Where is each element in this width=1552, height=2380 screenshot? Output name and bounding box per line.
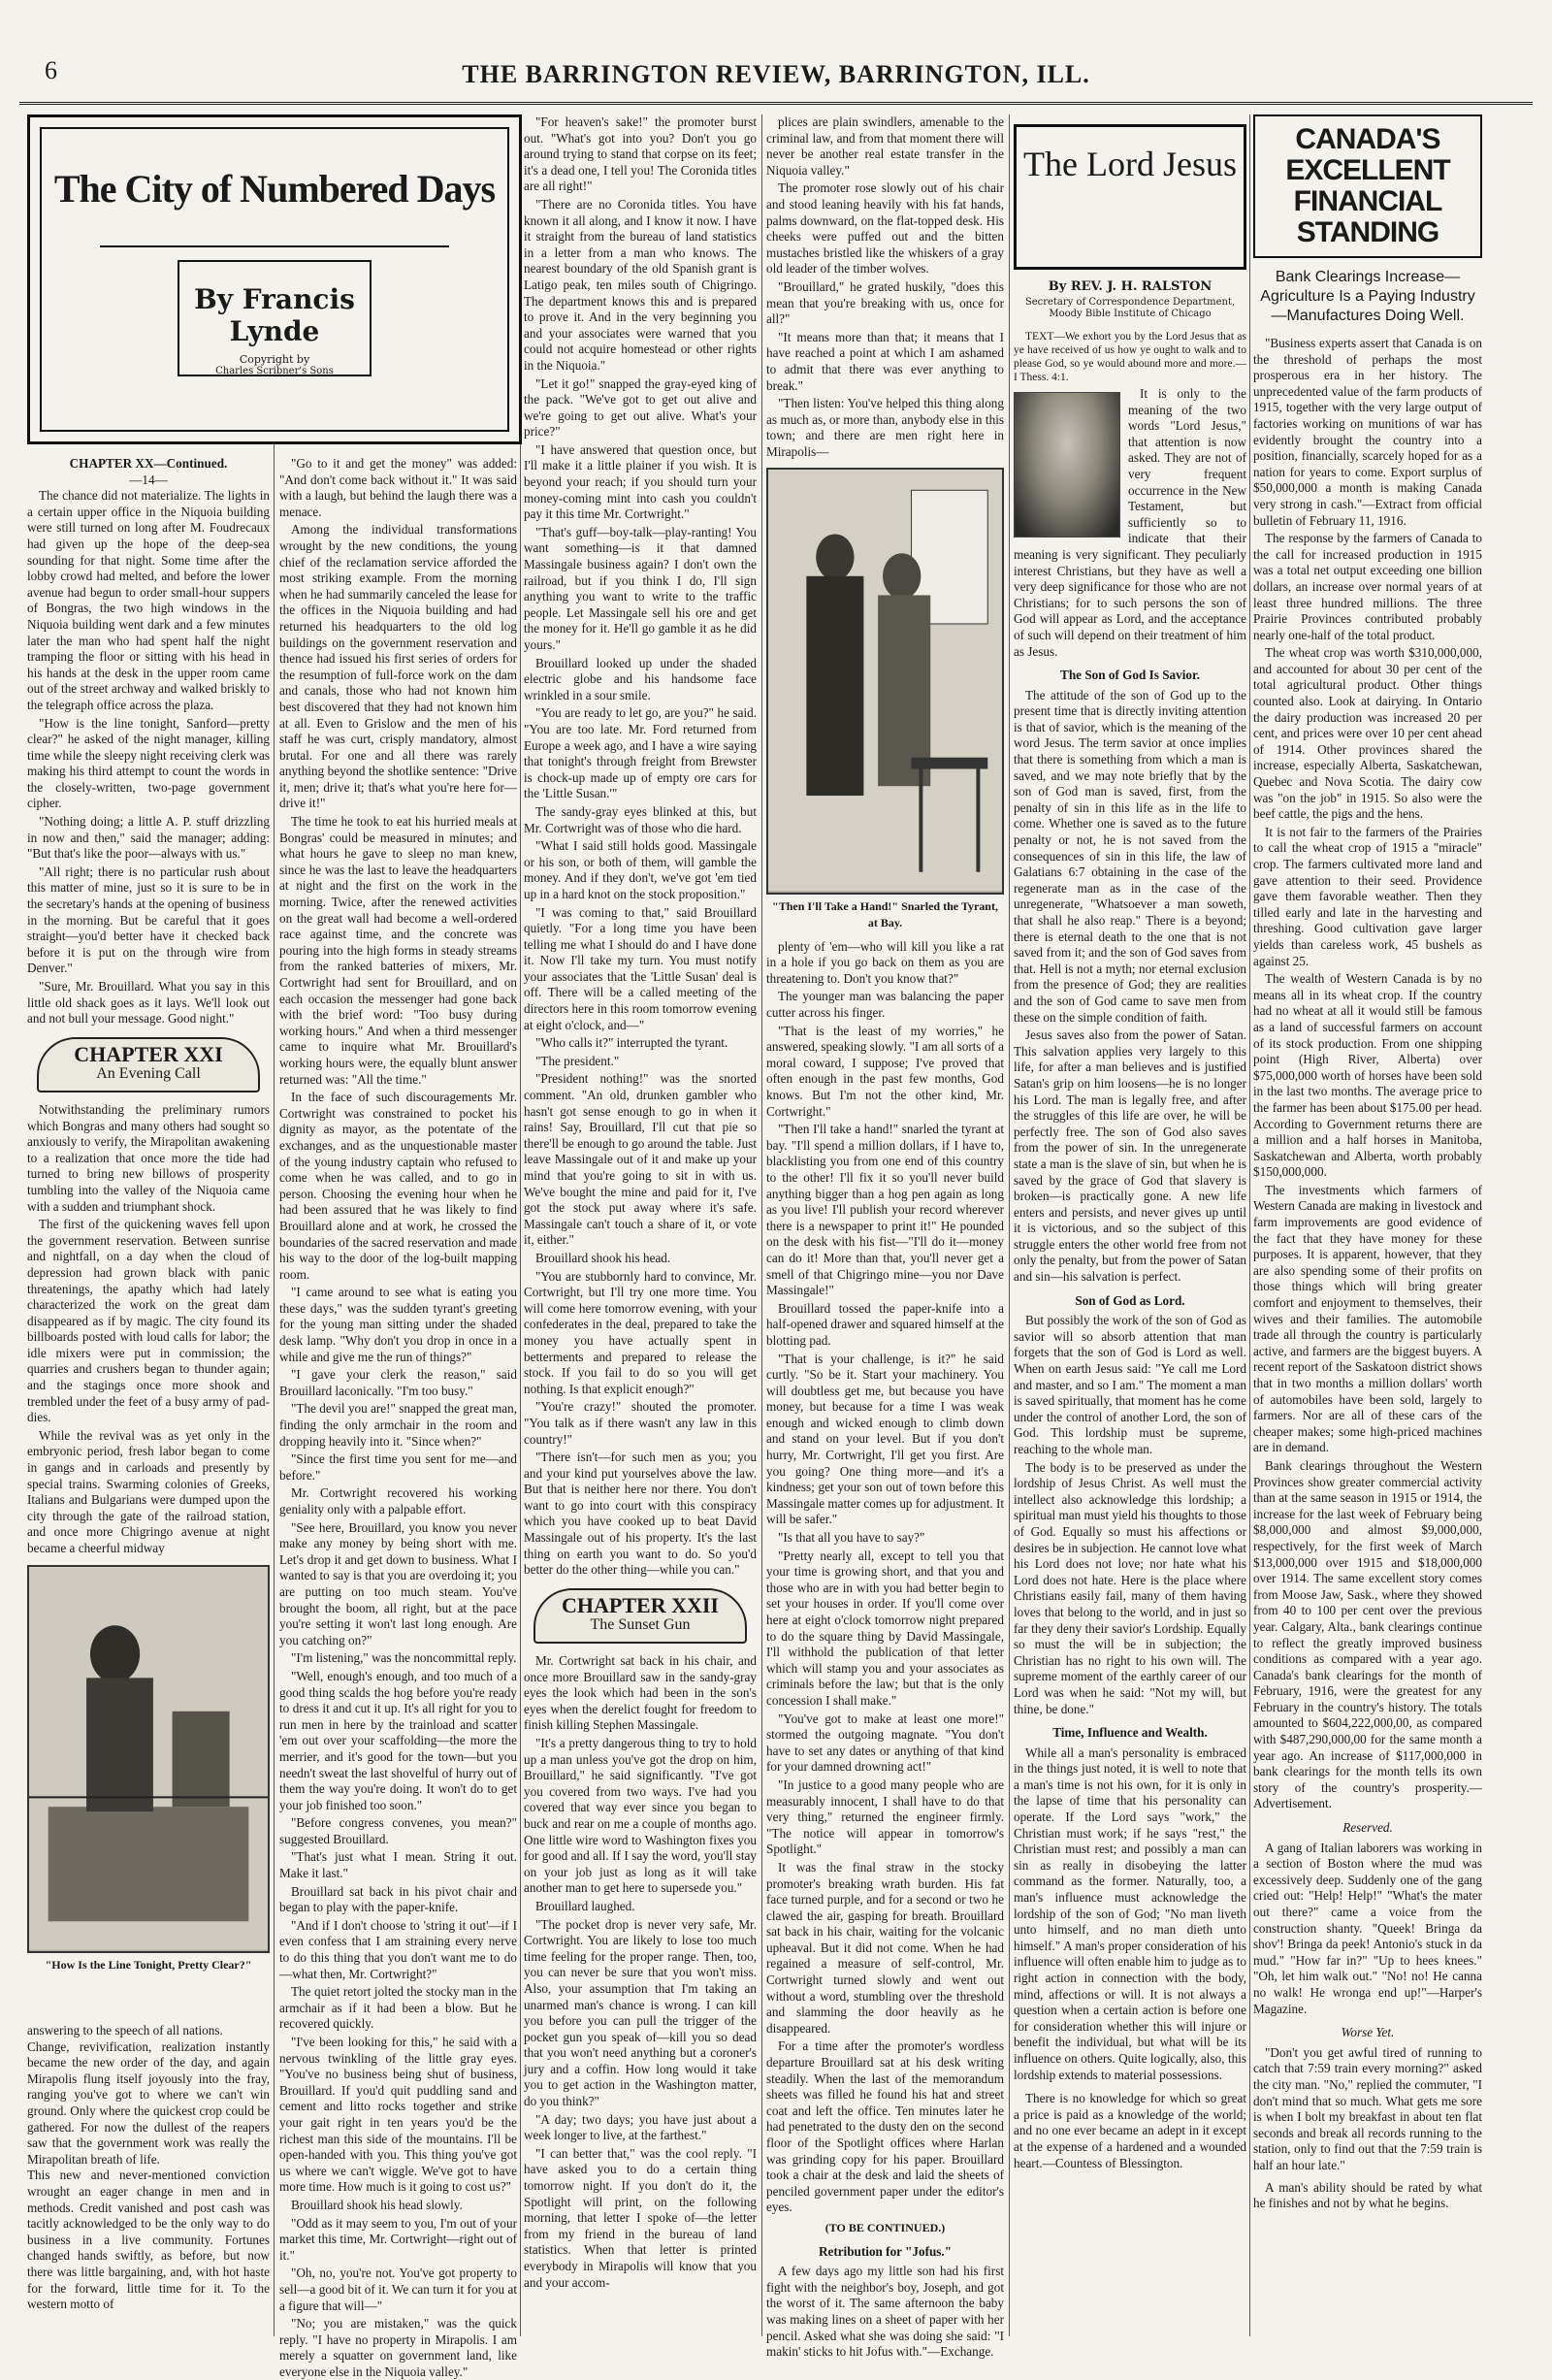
paragraph: "I'm listening," was the noncommittal reply. — [291, 1650, 517, 1666]
column-rule — [1009, 114, 1010, 2336]
paragraph: "And if I don't choose to 'string it out'—if I even confess that I am straining every nerve to do this thing that you don't want me to do—what then, Mr. Cortwright?" — [279, 1917, 517, 1981]
chapter-name: An Evening Call — [96, 1065, 201, 1083]
paper-name: THE BARRINGTON REVIEW, BARRINGTON, ILL. — [462, 60, 1090, 88]
paragraph: In the face of such discouragements Mr. Cortwright was constrained to pocket his dignity as mayor, as the potentate of the exchanges, and as the unquestionable master of the young industry captain who refused to come when he was called, and to go in person. Choosing the evening hour when he had been assured that he was likely to find Brouillard alone and at work, he crossed the boundaries of the sacred reservation and made his way to the door of the log-built mapping room. — [279, 1090, 517, 1282]
paragraph: Notwithstanding the preliminary rumors which Bongras and many others had sought so anxiously to verify, the Mirapolitan awakening to a realization that once more the tide had turned to bring new billows of prosperity tumbling into the valley of the Niquoia came with a sudden and triumphant shock. — [27, 1101, 270, 1214]
paragraph: It was the final straw in the stocky promoter's breaking wrath burden. His fat face turned purple, and for a second or two he clawed the air, gasping for breath. Brouillard sat back in his chair, waiting for the volcanic upheaval. But it did not come. When he had regained a measure of self-control, Mr. Cortwright turned slowly and went out without a word, stumbling over the threshold and slamming the door heavily as he disappeared. — [766, 1859, 1004, 2036]
paragraph: This new and never-mentioned conviction wrought an eager change in men and in methods. Credit vanished and post cash was tacitly acknowledged to be the only way to do business in a live community. Fortunes changed hands swiftly, as before, but now there was little bargaining, and, with hot haste for the forward, little time for it. To the western motto of — [27, 2168, 270, 2312]
paragraph: "I have answered that question once, but I'll make it a little plainer if you wish. It is beyond your reach; if you should turn your money-coming mint into cash you couldn't pay it this time Mr. Cortwright." — [524, 441, 757, 522]
paragraph: Mr. Cortwright sat back in his chair, and once more Brouillard saw in the sandy-gray eyes the look which had been in the son's eyes when the derelict fought for freedom to finish killing Stephen Massingale. — [524, 1653, 757, 1733]
paragraph: The wheat crop was worth $310,000,000, and accounted for about 30 per cent of the total agricultural product. Other things counted also. Look at dairying. In Ontario the dairy production was increased 20 per cent, and prices were over 10 per cent ahead of 1914. Other provinces shared the increase, especially Alberta, Saskatchewan, Quebec and Nova Scotia. The dairy cow was "on the job" in 1915. So also were the beef cattle, the pigs and the hens. — [1253, 645, 1482, 822]
paragraph: Mr. Cortwright recovered his working geniality only with a palpable effort. — [279, 1485, 517, 1516]
page-number: 6 — [45, 56, 57, 84]
column-1-bottom — [27, 2023, 270, 2313]
worse-yet-text: "Don't you get awful tired of running to catch that 7:59 train every morning?" asked the city man. "No," replied the commuter, "I don't mind that so much. What gets me sore is when I bolt my breakfast in about ten flat seconds and break all records running to the station, only to find out that the 7:59 train is half an hour late." — [1253, 2044, 1482, 2172]
sermon-title: The Lord Jesus — [1023, 145, 1237, 183]
paragraph: "What I said still holds good. Massingale or his son, or both of them, will gamble the money. And if they don't, we've got 'em tied up in a hard knot on the stock proposition." — [524, 838, 757, 901]
telegraph-scene-image — [29, 1567, 268, 1951]
savior-paragraphs — [1014, 688, 1246, 1286]
paragraph: "You've got to make at least one more!" stormed the outgoing magnate. "You don't have to set any dates or anything of that kind for your damned drowning act!" — [766, 1711, 1004, 1775]
sermon-title-box — [1014, 124, 1246, 270]
paragraph: "That is your challenge, is it?" he said curtly. "So be it. Start your machinery. You will doubtless get me, but because you have money, but because for a time I was weak enough and wicked enough to climb down and stand on your level. But if you don't hurry, Mr. Cortwright, I'll get you first. Are you going? One thing more—and it's a kindness; get your son out of town before this Massingale matter comes up for adjustment. It will be safer." — [766, 1351, 1005, 1527]
paragraph: "Oh, no, you're not. You've got property to sell—a good bit of it. We can turn it for you at a figure that will—" — [279, 2266, 517, 2313]
sermon-subhead-time: Time, Influence and Wealth. — [1052, 1725, 1208, 1741]
paragraph: Brouillard shook his head slowly. — [291, 2197, 463, 2212]
continued-num: —14— — [129, 472, 168, 487]
paragraph: "How is the line tonight, Sanford—pretty clear?" he asked of the night manager, killing time while the sleepy night receiving clerk was making his third attempt to count the words in the closely-written, two-page government cipher. — [27, 715, 270, 811]
sermon-subhead-savior: The Son of God Is Savior. — [1060, 668, 1200, 683]
column-rule — [274, 114, 275, 2336]
illustration-telegraph-office — [27, 1565, 270, 1953]
col4-paragraphs — [766, 114, 1004, 460]
paragraph: "There isn't—for such men as you; you and your kind put yourselves above the law. But that is neither here nor there. You don't want to go into court with this conspiracy which you have cooked up to beat David Massingale out of his property. It's the last thing on earth you want to do. So you'd better do the other thing—while you can." — [524, 1450, 757, 1578]
paragraph: The attitude of the son of God up to the present time that is directly inviting attention is that of savior, which is the meaning of the word Jesus. The term savior at once implies that there is something from which a man is saved, and we may note briefly that by the son of God man is saved, first, from the penalty of sin in this life as in the life to come. Whether one is saved as to the future penalty or not, he is not saved from the consequences of sin in this life, the law of Galatians 6:7 obtaining in the case of the regenerate man as in the case of the unregenerate, "Whatsoever a man soweth, that shall he also reap." There is a beyond; there is eternal death to the one that is not saved from it; and the son of God saves from that. Hell is not a myth; nor eternal exclusion from the presence of God; they are realities and the son of God came to save men from these on the simple condition of faith. — [1014, 687, 1246, 1025]
paragraph: "Then listen: You've helped this thing along as much as, or more than, anybody else in this town; and there are men right here in Mirapolis— — [766, 396, 1004, 459]
ability-text: A man's ability should be rated by what he finishes and not by what he begins. — [1253, 2179, 1482, 2211]
paragraph: "I've been looking for this," he said with a nervous twinkling of the little gray eyes. "You've no business being shut of business, Brouillard. If you'd quit puddling sand and cement and litto rocks together and strike your gait right in ten years you'd be the richest man this side of the mountains. I'll be open-handed with you. This thing you've got us where we can't wiggle. We've got to have more time. How much is it going to cost us?" — [279, 2035, 517, 2195]
retribution-text: A few days ago my little son had his first fight with the neighbor's boy, Joseph, and got the worst of it. The same afternoon the baby was making lines on a sheet of paper with her pencil. Asked what she was doing she said: "I makin' sticks to hit Jofus with."—Exchange. — [766, 2264, 1004, 2360]
story-byline-box — [178, 260, 372, 376]
column-1 — [27, 456, 270, 2008]
paragraph: "See here, Brouillard, you know you never make any money by being short with me. Let's drop it and get down to business. What I wanted to say is that you are overdoing it; you are putting on too much steam. You've brought the boom, all right, but at the pace you're setting it won't last long enough. Are you catching on?" — [279, 1519, 517, 1647]
column-rule — [520, 114, 521, 2336]
chapter-21-heading — [37, 1037, 260, 1092]
paragraph: "It's a pretty dangerous thing to try to hold up a man unless you've got the drop on him, Brouillard," he said significantly. "I've got you covered from two ways. I've had you covered that way ever since you began to buck and rear on me a couple of months ago. One little wire word to Washington fixes you for good and all. If I say the word, you'll stay on your job just as long as it will take another man to get here to supersede you." — [524, 1736, 757, 1896]
paragraph: "Before congress convenes, you mean?" suggested Brouillard. — [279, 1815, 517, 1846]
paragraph: The promoter rose slowly out of his chair and stood leaning heavily with his fat hands, palms downward, on the flat-topped desk. His cheeks were puffed out and the bitten mustaches bristled like the whiskers of a gray old leader of the timber wolves. — [766, 180, 1004, 277]
paragraph: "In justice to a good many people who are measurably innocent, I shall have to do that very thing," returned the engineer firmly. "The notice will appear in tomorrow's Spotlight." — [766, 1777, 1004, 1857]
paragraph: "No; you are mistaken," was the quick reply. "I have no property in Mirapolis. I am merely a squatter on government land, like everyone else in the Niquoia valley." — [279, 2316, 517, 2379]
illustration-caption: "How Is the Line Tonight, Pretty Clear?" — [45, 1957, 252, 1972]
paragraph: "I can better that," was the cool reply. "I have asked you to do a certain thing tomorrow night. If you don't do it, the Spotlight will print, on the following morning, that letter I spoke of—the letter from my friend in the bureau of land statistics. When that letter is printed everybody in Mirapolis will know that you and your accom- — [524, 2145, 757, 2290]
col3b-paragraphs — [524, 1653, 757, 2291]
paragraph: Bank clearings throughout the Western Provinces show greater commercial activity than at the same season in 1915 or 1914, the increase for the last week of February being $8,000,000 and almost $9,000,000, respectively, for the first week of March $13,000,000 over 1915 and $18,000,000 over 1914. The same excellent story comes from Moose Jaw, Sask., where they showed from 40 to 100 per cent over the previous year. Calgary, Alta., bank clearings continue to reflect the greatly improved business conditions as compared with a year ago. Canada's bank clearings for the month of February, 1916, were the greatest for any February in the country's history. The totals amounted to $604,222,000,00, as compared with $487,290,000,00 for the same month a year ago. An increase of $117,000,000 in bank clearings for the month tells its own story of the country's prosperity.—Advertisement. — [1253, 1457, 1482, 1811]
paragraph: "I gave your clerk the reason," said Brouillard laconically. "I'm too busy." — [279, 1367, 517, 1398]
paragraph: "President nothing!" was the snorted comment. "An old, drunken gambler who hasn't got sense enough to go in when it rains! Say, Brouillard, I'll cut that pie so there'll be enough to go around the table. Just leave Massingale out of it and make up your mind that you're going to sit in with us. We've bought the mine and paid for it, I've got the stock put away where it's safe. Massingale can't touch a share of it, or vote it, either." — [524, 1071, 757, 1248]
paragraph: "A day; two days; you have just about a week longer to live, at the farthest." — [524, 2111, 757, 2143]
paragraph: "You are stubbornly hard to convince, Mr. Cortwright, but I'll try one more time. You will come here tomorrow evening, with your confederates in the deal, prepared to take the money you have actually spent in betterments and prepared to release the stock. If you fail to do so you will get nothing. Is that explicit enough?" — [524, 1268, 757, 1396]
paragraph: answering to the speech of all nations. — [27, 2023, 223, 2038]
paragraph: "That's just what I mean. String it out. Make it last." — [279, 1849, 517, 1881]
paragraph: The time he took to eat his hurried meals at Bongras' could be measured in minutes; and what hours he gave to sleep no man knew, since he was the last to leave the headquarters at night and the first on the work in the morning. Twice, after the renewed activities on the great wall had become a well-ordered race against time, and the concrete was pouring into the high forms in steady streams from the ranked batteries of mixers, Mr. Cortwright had sent for Brouillard, and on each occasion the messenger had gone back with the brief word: "Too busy during working hours." And when a third messenger came to inquire what Mr. Brouillard's working hours were, the equally blunt answer returned was: "All the time." — [279, 814, 517, 1087]
paragraph: Brouillard looked up under the shaded electric globe and his handsome face wrinkled in a sour smile. — [524, 655, 757, 702]
canada-paragraphs — [1253, 336, 1482, 1812]
col4b-paragraphs — [766, 939, 1004, 2216]
paragraph: "Pretty nearly all, except to tell you that your time is growing short, and that you and those who are in with you had better begin to set your houses in order. If you'll come over here at eight o'clock tomorrow night prepared to do the square thing by David Massingale, I'll withhold the publication of that letter which will stamp you and your associates as criminals before the law; but that is the only concession I shall make." — [766, 1548, 1004, 1708]
paragraph: The chance did not materialize. The lights in a certain upper office in the Niquoia building were still turned on long after M. Foudrecaux had given up the hope of the deep-sea sounding for that night. Some time after the lobby crowd had melted, and before the lower avenue had begun to order small-hour suppers of Bongras, the two high windows in the Niquoia building went dark and a few minutes later the man who had spent half the night tramping the floor or sitting with his head in his hands at the desk in the upper room came out of the street archway and walked briskly to the telegraph office across the plaza. — [27, 488, 270, 712]
paragraph: "Who calls it?" interrupted the tyrant. — [535, 1035, 728, 1051]
paragraph: For a time after the promoter's wordless departure Brouillard sat at his desk writing steadily. When the last of the memorandum sheets was filled he found his hat and street coat and left the office. Ten minutes later he had penetrated to the dusty den on the second floor of the Spotlight offices where Harlan was grinding copy for his paper. Brouillard took a chair at the desk and laid the sheets of penciled government paper under the editor's eyes. — [766, 2038, 1004, 2215]
sermon-subhead-lord: Son of God as Lord. — [1075, 1292, 1185, 1308]
paragraph: "There are no Coronida titles. You have known it all along, and I know it now. I have it straight from the bureau of land statistics in a letter from a man who knows. The nearest boundary of the old Spanish grant is Latigo peak, ten miles south of Chigringo. The department knows this and is prepared to prove it. And in the very beginning you and your associates were warned that you could not acquire homestead or other rights in the Niquoia." — [524, 196, 757, 373]
paragraph: "Let it go!" snapped the gray-eyed king of the pack. "We've got to get out alive and we're going to get out alive. What's your price?" — [524, 375, 757, 440]
story-title: The City of Numbered Days — [53, 167, 496, 211]
col1c-paragraphs — [27, 2023, 270, 2313]
paragraph: "Odd as it may seem to you, I'm out of your market this time, Mr. Cortwright—right out of it." — [279, 2215, 517, 2263]
col1b-paragraphs — [27, 1102, 270, 1557]
lord-paragraphs — [1014, 1313, 1246, 1717]
sermon-text: TEXT—We exhort you by the Lord Jesus that as ye have received of us how ye ought to walk and to please God, so ye would abound more and more.—I Thess. 4:1. — [1014, 331, 1246, 383]
col1-paragraphs — [27, 488, 270, 1027]
paragraph: "Business experts assert that Canada is on the threshold of perhaps the most prosperous era in her history. The unprecedented value of the farm products of 1915, together with the very large output of factories working on munitions of war has evidently brought the country into a position, financially, scarcely hoped for as a nation for years to come. Export surplus of $50,000,000 a month is making Canada very strong in cash."—Extract from official bulletin of February 11, 1916. — [1253, 336, 1482, 528]
column-2 — [279, 456, 517, 2379]
story-title-box — [27, 114, 522, 444]
paragraph: "Brouillard," he grated huskily, "does this mean that you're breaking with us, once for all?" — [766, 278, 1004, 327]
paragraph: The sandy-gray eyes blinked at this, but Mr. Cortwright was of those who die hard. — [524, 803, 757, 835]
illustration-caption: "Then I'll Take a Hand!" Snarled the Tyrant, at Bay. — [772, 899, 998, 930]
column-rule — [1249, 114, 1250, 2336]
chapter-number: CHAPTER XXII — [562, 1592, 719, 1617]
paragraph: The investments which farmers of Western Canada are making in livestock and farm improvements are good evidence of the fact that they have money for these purposes. It is apparent, however, that they are also spending some of their profits on those things which will bring greater comfort and enjoyment to themselves, their wives and their families. The automobile trade all through the country is particularly active, and farmers are the biggest buyers. A recent report of the Saskatoon district shows that in two months a million dollars' worth of automobiles have been sold, largely to farmers. Nor are all of these cars of the cheaper makes; some high-priced machines are in demand. — [1253, 1182, 1482, 1455]
worse-yet-heading: Worse Yet. — [1341, 2025, 1395, 2040]
paragraph: The first of the quickening waves fell upon the government reservation. Between sunrise and nightfall, on a day when the cloud of depression had grown black with panic threatenings, the apathy which had lately characterized the work on the great dam disappeared as if by magic. The city found its billboards posted with loud calls for labor; the idle mixers were put in commission; the quarries and crushers began to thunder again; and the stagings once more shook and trembled under the feet of a busy army of pad-dies. — [27, 1217, 270, 1425]
paragraph: "Sure, Mr. Brouillard. What you say in this little old shack goes as it lays. We'll look out and not bull your message. Good night." — [27, 979, 270, 1027]
paragraph: Brouillard shook his head. — [535, 1250, 671, 1265]
story-copyright: Copyright by — [239, 353, 310, 366]
paragraph: While the revival was as yet only in the embryonic period, fresh labor began to come in gangs and in carloads and presently by special trains. Swarming colonies of Greeks, Italians and Bulgarians were dumped upon the city through the gate of the railroad station, and once more Chigringo avenue at night became a cheerful midway — [27, 1427, 270, 1555]
sermon-author: By REV. J. H. RALSTON — [1048, 279, 1212, 294]
paragraph: "Since the first time you sent for me—and before." — [279, 1451, 517, 1483]
chapter-name: The Sunset Gun — [590, 1616, 691, 1634]
paragraph: "You're crazy!" shouted the promoter. "You talk as if there wasn't any law in this country!" — [524, 1399, 757, 1447]
paragraph: The body is to be preserved as under the lordship of Jesus Christ. As well must the intellect also acknowledge this lordship; a spiritual man must yield his thoughts to those of God. Equally so must his affections or desires be in subjection. He cannot love what his Lord does not love; nor hate what his Lord does not hate. Here is the place where Christians easily fail, many of them having loves that belong to the world, and in just so far they deny their savior's Lordship. Equally so must the will be in subjection; the Christian has no right to his own will. The supreme moment of the earthly career of our Lord was when he said: "Not my will, but thine, be done." — [1014, 1459, 1246, 1716]
paragraph: "For heaven's sake!" the promoter burst out. "What's got into you? Don't you go around trying to stand that corpse on its feet; it's a dead one, I tell you! The Coronida titles are all right!" — [524, 114, 757, 194]
reserved-heading: Reserved. — [1342, 1820, 1393, 1836]
divider — [100, 245, 449, 247]
paragraph: The response by the farmers of Canada to the call for increased production in 1915 was a total net output exceeding one billion dollars, an increase over normal years of at least three hundred millions. The three Prairie Provinces contributed probably nearly one-half of the total product. — [1253, 531, 1482, 642]
paragraph: "Then I'll take a hand!" snarled the tyrant at bay. "I'll spend a million dollars, if I have to, blacklisting you from one end of this country to the other! I'll fix it so you'll never build anything bigger than a hog pen again as long as you live! I'll publish your record wherever there is a newspaper to print it!" He pounded on the desk with his fist—"I'll do it—money can do it! More than that, you'll never get a smell of that Chigringo mine—you nor Dave Massingale!" — [766, 1122, 1004, 1298]
paragraph: "The pocket drop is never very safe, Mr. Cortwright. You are likely to lose too much time feeling for the proper range. Then, too, you can never be sure that you won't miss. Also, your assumption that I'm taking an unarmed man's chance is wrong. I can kill you before you can pull the trigger of the pocket gun you speak of—kill you so dead that you won't need anything but a coroner's jury and a coffin. How long would it take you to get action in the Washington matter, do you think?" — [524, 1916, 757, 2109]
paragraph: Change, revivification, realization instantly became the new order of the day, and again Mirapolis flung itself joyously into the fray, ranging you've got to where we can't win ground. Only where the quickest crop could be gathered. For now the dullest of the reapers saw that the government work was really the Mirapolitan breath of life. — [27, 2038, 270, 2167]
col2-paragraphs — [279, 456, 517, 2380]
paragraph: Brouillard laughed. — [535, 1898, 635, 1913]
paragraph: plices are plain swindlers, amenable to the criminal law, and from that moment there will never be another real estate transfer in the Niquoia valley." — [766, 114, 1004, 178]
paragraph: "Well, enough's enough, and too much of a good thing scalds the hog before you're ready to dress it and cut it up. It's all right for you to run men in here by the trainload and scatter 'em out over your scaffolding—the more the merrier, and it's good for the town—but you needn't sweat the last shovelful of hurry out of them the way you're doing. It won't do to get your job finished too soon." — [279, 1668, 517, 1812]
paragraph: The younger man was balancing the paper cutter across his finger. — [766, 989, 1004, 1021]
paragraph: "Nothing doing; a little A. P. stuff drizzling in now and then," said the manager; adding: "But that's like the poor—always with us." — [27, 814, 270, 862]
story-publisher: Charles Scribner's Sons — [215, 366, 334, 376]
reserved-text: A gang of Italian laborers was working in a section of Boston where the mud was excessively deep. Suddenly one of the gang cried out: "Help! Help!" "What's the mater out there?" came a voice from the construction shanty. "Queek! Bringa da shov'! Bringa da peek! Antonio's stuck in da mud." "How far in?" "Up to hees knees." "Oh, let him walk out." "No! no! He canna no walk! He wronga end up!"—Harper's Magazine. — [1253, 1840, 1482, 2016]
paragraph: "That's guff—boy-talk—play-ranting! You want something—is it that damned Massingale business again? I don't own the railroad, but if you think I do, I'll sign anything you want to write to the traffic people. Let Massingale sell his ore and get the money for it. He'll go gamble it as he did yours." — [524, 524, 757, 652]
column-3 — [524, 114, 757, 2336]
paragraph: It is not fair to the farmers of the Prairies to call the wheat crop of 1915 a "miracle" crop. The farmers cultivated more land and gave attention to their seed. Providence gave them favorable weather. Then they tilled early and late in the harvesting and threshing. Good cultivation gave larger yields than careless work, 45 bushels as against 25. — [1253, 824, 1482, 968]
column-6 — [1253, 114, 1482, 2336]
paragraph: Brouillard sat back in his pivot chair and began to play with the paper-knife. — [279, 1883, 517, 1915]
paragraph: "I was coming to that," said Brouillard quietly. "For a long time you have been telling me what I should do and I have done it. Now I'll take my turn. You must notify your associates that the 'Little Susan' deal is off. There will be a called meeting of the directors here in this room tomorrow evening at eight o'clock, and—" — [524, 904, 757, 1032]
paragraph: "Go to it and get the money" was added: "And don't come back without it." It was said with a laugh, but behind the laugh there was a menace. — [279, 456, 517, 519]
canada-subhead: Bank Clearings Increase—Agriculture Is a Paying Industry—Manufactures Doing Well. — [1260, 269, 1475, 324]
paragraph: "The devil you are!" snapped the great man, finding the only armchair in the room and dropping heavily into it. "Since when?" — [279, 1401, 517, 1449]
col3-paragraphs — [524, 114, 757, 1579]
column-5 — [1014, 330, 1246, 2338]
paragraph: "Is that all you have to say?" — [778, 1530, 925, 1546]
paragraph: "That is the least of my worries," he answered, speaking slowly. "I am all sorts of a moral coward, I suppose; I've proved that often enough in the past few months, God knows. But I'm not the other kind, Mr. Cortwright." — [766, 1023, 1004, 1119]
story-author: By Francis Lynde — [194, 283, 355, 347]
paragraph: "You are ready to let go, are you?" he said. "You are too late. Mr. Ford returned from Europe a week ago, and I have a wire saying that tonight's through freight from Brewster is chock-up made up of empty ore cars for the 'Little Susan.'" — [524, 705, 757, 801]
paragraph: "All right; there is no particular rush about this matter of mine, just so it is sure to be in the secretary's hands at the opening of business in the morning. But be careful that it goes straight—you'd better have it checked back before it is put on the through wire from Denver." — [27, 864, 270, 976]
paragraph: Among the individual transformations wrought by the new conditions, the young chief of the reclamation service afforded the most striking example. From the morning when he had summarily canceled the lease for the offices in the Niquoia building and had returned his headquarters to the old log buildings on the government reservation and thence had issued his first series of orders for the resumption of full-force work on the dam and canals, those who had not known him best discovered that they had not known him at all. Even to Grislow and the men of his staff he was curt, crisply mandatory, almost brutal. For one and all there was rarely anything beyond the shotlike sentence: "Drive it, men; drive it; that's what you're here for—drive it!" — [279, 522, 517, 811]
paragraph: "I came around to see what is eating you these days," was the sudden tyrant's greeting for the young man sitting under the shaded desk lamp. "Why don't you drop in once in a while and give me the run of things?" — [279, 1285, 517, 1364]
portrait-image — [1014, 392, 1120, 538]
retribution-heading: Retribution for "Jofus." — [818, 2243, 953, 2259]
column-rule — [761, 114, 762, 2336]
sermon-author-role: Secretary of Correspondence Department, Moody Bible Institute of Chicago — [1024, 297, 1236, 319]
office-scene-image — [768, 470, 1002, 893]
to-be-continued: (TO BE CONTINUED.) — [824, 2220, 946, 2234]
paragraph: But possibly the work of the son of God as savior will so absorb attention that man forgets that the son of God is Lord as well. When on earth Jesus said: "Ye call me Lord and master, and so I am." The moment a man is saved spiritually, that moment has he come under the control of another Lord, the son of God. This lordship must be supreme, reaching to the whole man. — [1014, 1313, 1246, 1456]
time-paragraphs — [1014, 1745, 1246, 2083]
paragraph: It is only to the meaning of the two words "Lord Jesus," that attention is now asked. They are not of very frequent occurrence in the New Testament, but sufficiently so to indicate that their meaning is very significant. They peculiarly interest Christians, but they have as well a very deep significance for those who are not Christians; for to such persons the son of God will appear as Lord, and the acceptance of such will depend on their treatment of him as Jesus. — [1014, 386, 1246, 659]
paragraph: "The president." — [535, 1053, 620, 1068]
paragraph: "It means more than that; it means that I have reached a point at which I am ashamed to admit that there was ever anything to break." — [766, 329, 1004, 393]
chapter-22-heading — [534, 1588, 747, 1644]
blessington-quote: There is no knowledge for which so great a price is paid as a knowledge of the world; and no one ever became an adept in it except at the expense of a hardened and a wounded heart.—Countess of Blessington. — [1014, 2091, 1246, 2170]
paragraph: While all a man's personality is embraced in the things just noted, it is well to note that a man's time is not his own, for it is only in the lapse of time that his personality can operate. If the Lord says "work," the Christian must work; if he says "rest," the Christian must rest; and possibly a man can sin as really in disobeying the latter command as the former. Naturally, too, a man's influence must acknowledge the lordship of the son of God; "No man liveth unto himself, and no man dieth unto himself." A man's proper consideration of his influence will often enable him to judge as to right action in connection with the body, mind, affections or will. It is not always a question when a certain action is before one for consideration whether this will injure or benefit the individual, but what will be its influence on others. Quite logically, also, this lordship extends to material possessions. — [1014, 1744, 1246, 2082]
paragraph: The wealth of Western Canada is by no means all in its wheat crop. If the country had no wheat at all it would still be famous as a land of successful farmers on account of its stock production. From one shipping point (High River, Alberta) over $75,000,000 worth of horses have been sold in the last two months. The average price to the farmer has been about $175.00 per head. According to Government returns there are a million and a half horses in Manitoba, Saskatchewan and Alberta, worth probably $150,000,000. — [1253, 971, 1482, 1180]
paragraph: The quiet retort jolted the stocky man in the armchair as if it had been a blow. But he recovered quickly. — [279, 1984, 517, 2032]
paragraph: plenty of 'em—who will kill you like a rat in a hole if you go back on them as you are threatening to. Don't you know that?" — [766, 938, 1004, 986]
continued-head: CHAPTER XX—Continued. — [69, 456, 228, 471]
paragraph: Jesus saves also from the power of Satan. This salvation applies very largely to this life, for after a man believes and is justified Satan's grip on him loosens—he is no longer his Lord. The man is legally free, and after the struggles of this life are over, he will be perfectly free. The son of God also saves from the power of sin. In the unregenerate state a man is the slave of sin, but when he is saved by the grace of God that slavery is broken—is practically gone. A new life enters and persists, and never gives up until it is victorious, and so the subject of this struggle enters the other world free from not only the penalty, but from the power of Satan and sin—his salvation is perfect. — [1014, 1027, 1246, 1285]
column-4 — [766, 114, 1005, 2360]
chapter-number: CHAPTER XXI — [74, 1041, 223, 1066]
paragraph: Brouillard tossed the paper-knife into a half-opened drawer and squared himself at the blotting pad. — [766, 1300, 1004, 1348]
illustration-tyrant-at-bay — [766, 468, 1004, 895]
masthead — [19, 47, 1533, 105]
canada-headline: CANADA'S EXCELLENT FINANCIAL STANDING — [1253, 114, 1482, 258]
